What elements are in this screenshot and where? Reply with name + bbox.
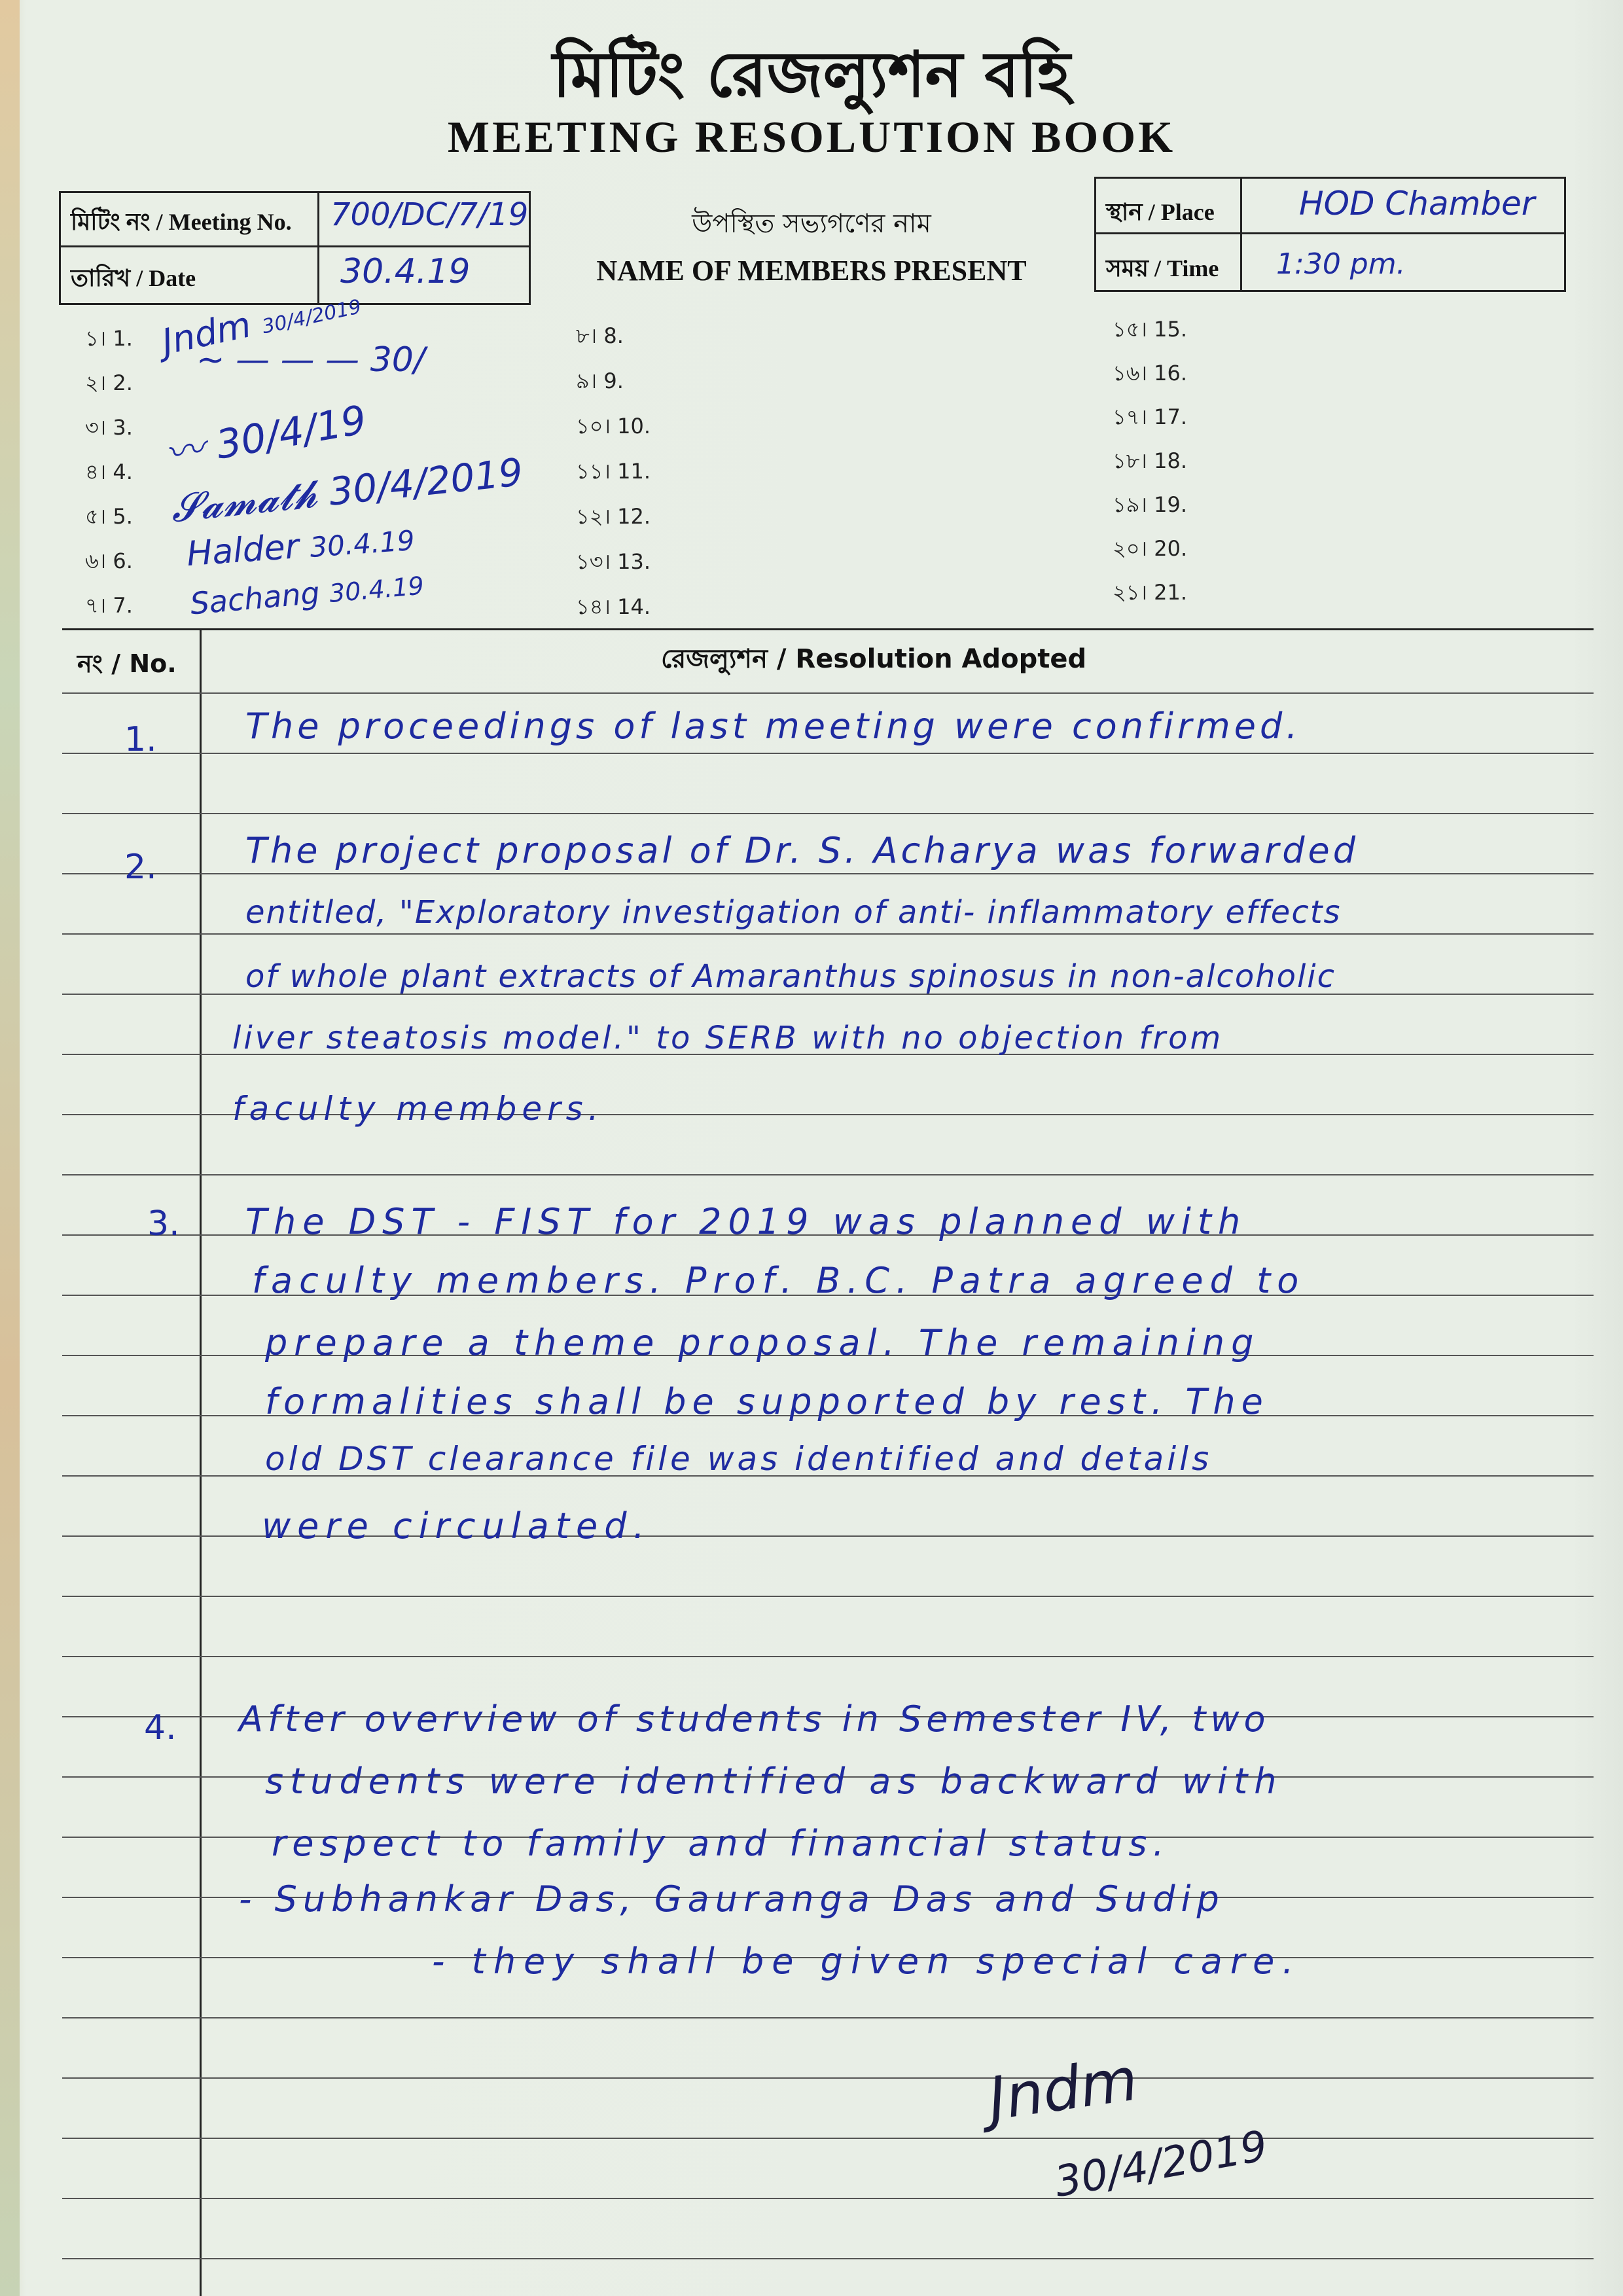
member-slot-number: ২। 2. [85,370,133,395]
member-signature-2-mark: ~ — — — 30/ [196,340,425,380]
resolution-adopted-header: রেজল্যুশন / Resolution Adopted [661,644,1087,674]
number-column-divider [200,628,202,2296]
member-slot-number: ১০। 10. [576,414,651,439]
member-signature-5: Halder 30.4.19 [185,524,416,575]
member-slot-number: ১১। 11. [576,459,651,484]
member-slot-number: ৩। 3. [85,415,133,440]
member-slot-number: ১। 1. [85,326,133,351]
member-slot-number: ৭। 7. [85,593,133,618]
resolution-line: The DST - FIST for 2019 was planned with [245,1201,1247,1242]
ruled-line [62,2017,1594,2018]
resolution-line: The project proposal of Dr. S. Acharya was forwarded [245,830,1359,871]
resolution-line: After overview of students in Semester IV, two [239,1698,1270,1740]
ruled-line [62,1174,1594,1175]
member-slot-number: ৪। 4. [85,459,133,484]
resolution-line: liver steatosis model." to SERB with no objection from [232,1020,1224,1056]
resolution-line: students were identified as backward with [265,1761,1283,1802]
meeting-no-value: 700/DC/7/19 [330,196,529,233]
book-binding-edge [0,0,20,2296]
resolution-line: - they shall be given special care. [432,1941,1302,1982]
members-heading-english: NAME OF MEMBERS PRESENT [596,255,1027,287]
resolution-line: faculty members. Prof. B.C. Patra agreed to [252,1260,1306,1301]
resolution-line: prepare a theme proposal. The remaining [265,1322,1260,1363]
ruled-line [62,692,1594,694]
ruled-line [62,1596,1594,1597]
member-slot-number: ৯। 9. [576,368,624,393]
ruled-line [62,813,1594,814]
member-slot-number: ১৭। 17. [1113,404,1188,429]
member-slot-number: ১৯। 19. [1113,492,1188,517]
member-slot-number: ১৫। 15. [1113,317,1188,342]
title-english: MEETING RESOLUTION BOOK [447,112,1176,162]
closing-signature: Jndm [984,2045,1142,2134]
resolution-line: - Subhankar Das, Gauranga Das and Sudip [239,1878,1225,1920]
member-slot-number: ১২। 12. [576,504,651,529]
member-signature-6: Sachang 30.4.19 [188,571,425,622]
date-label: তারিখ / Date [71,265,196,291]
resolution-line: were circulated. [262,1505,651,1547]
ruled-line [62,2077,1594,2079]
member-slot-number: ২০। 20. [1113,536,1188,561]
ruled-line [62,933,1594,935]
member-slot-number: ২১। 21. [1113,580,1188,605]
resolution-line: respect to family and financial status. [272,1823,1170,1864]
closing-signature-date: 30/4/2019 [1051,2122,1272,2207]
title-bengali: মিটিং রেজল্যুশন বহি [552,38,1071,111]
ruled-line [62,2198,1594,2199]
member-slot-number: ১৬। 16. [1113,361,1188,386]
time-label: সময় / Time [1106,255,1219,281]
resolution-line: entitled, "Exploratory investigation of anti- inflammatory effects [245,894,1342,931]
members-heading-bengali: উপস্থিত সভ্যগণের নাম [692,209,931,239]
member-slot-number: ১৮। 18. [1113,448,1188,473]
member-slot-number: ৬। 6. [85,548,133,573]
resolution-number: 3. [147,1204,180,1244]
member-slot-number: ১৩। 13. [576,549,651,574]
ruled-line [62,2258,1594,2259]
member-slot-number: ৫। 5. [85,504,133,529]
resolution-line: old DST clearance file was identified and details [265,1440,1213,1478]
member-signature-1: Jndm 30/4/2019 [158,295,364,363]
meeting-no-label: মিটিং নং / Meeting No. [71,209,292,235]
ruled-line [62,753,1594,754]
resolution-number: 1. [124,720,157,759]
time-value: 1:30 pm. [1276,247,1406,281]
resolution-number: 4. [144,1708,177,1748]
resolution-line: formalities shall be supported by rest. The [265,1381,1269,1422]
resolution-no-header: নং / No. [77,649,177,678]
resolution-line: faculty members. [232,1090,604,1128]
member-signature-4: 𝓢𝓪𝓶𝓪𝓽𝓱 30/4/2019 [168,449,526,531]
place-label: স্থান / Place [1106,199,1215,225]
member-slot-number: ৮। 8. [576,323,624,348]
resolution-header-top-rule [62,628,1594,630]
resolution-number: 2. [124,848,157,887]
date-value: 30.4.19 [340,252,471,291]
member-signature-3: 〰 30/4/19 [162,397,370,478]
ruled-line [62,1656,1594,1657]
resolution-line: The proceedings of last meeting were confirmed. [245,706,1302,747]
resolution-line: of whole plant extracts of Amaranthus spinosus in non-alcoholic [245,958,1336,995]
place-value: HOD Chamber [1299,185,1535,223]
ruled-line [62,2138,1594,2139]
ruled-line [62,873,1594,874]
member-slot-number: ১৪। 14. [576,594,651,619]
